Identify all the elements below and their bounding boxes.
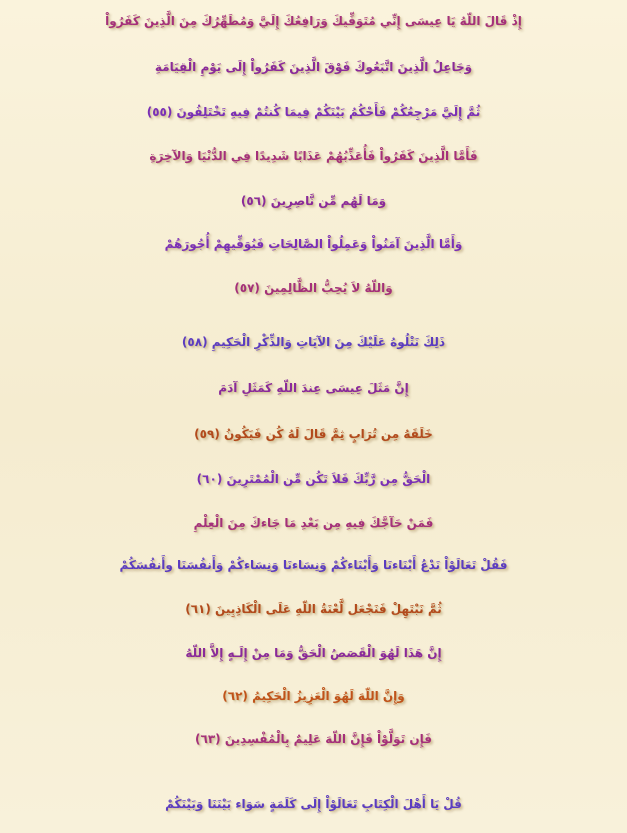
verse-line: قُلْ يَا أَهْلَ الْكِتَابِ تَعَالَوْاْ إِلَى كَلَمَةٍ سَوَاء بَيْنَنَا وَبَيْنَكُمْ <box>165 797 462 811</box>
verse-line: إِنَّ هَذَا لَهُوَ الْقَصَصُ الْحَقُّ وَمَا مِنْ إِلَـهٍ إِلاَّ اللّهُ <box>185 646 442 660</box>
verse-line: فَإِن تَوَلَّوْاْ فَإِنَّ اللّهَ عَلِيمٌ بِالْمُفْسِدِينَ (٦٣) <box>195 732 432 746</box>
verse-line: إِنَّ مَثَلَ عِيسَى عِندَ اللّهِ كَمَثَلِ آدَمَ <box>218 381 409 395</box>
verse-line: وَجَاعِلُ الَّذِينَ اتَّبَعُوكَ فَوْقَ الَّذِينَ كَفَرُواْ إِلَى يَوْمِ الْقِيَامَةِ <box>154 60 473 74</box>
verse-line: إِذْ قَالَ اللّهُ يَا عِيسَى إِنِّي مُتَوَفِّيكَ وَرَافِعُكَ إِلَيَّ وَمُطَهِّرُكَ مِنَ الَّذِينَ كَفَرُواْ <box>105 14 522 28</box>
verse-line: وَمَا لَهُم مِّن نَّاصِرِينَ (٥٦) <box>240 194 387 208</box>
verse-line: ثُمَّ نَبْتَهِلْ فَنَجْعَل لَّعْنَةُ اللّهِ عَلَى الْكَاذِبِينَ (٦١) <box>185 602 442 616</box>
verse-line: وَإِنَّ اللّهَ لَهُوَ الْعَزِيزُ الْحَكِيمُ (٦٢) <box>222 689 405 703</box>
verse-line: فَقُلْ تَعَالَوْاْ نَدْعُ أَبْنَاءنَا وَأَبْنَاءكُمْ وَنِسَاءنَا وَنِسَاءكُمْ وَأَنفُسَنَا وأَنفُسَكُمْ <box>119 558 508 572</box>
verse-line: خَلَقَهُ مِن تُرَابٍ ثِمَّ قَالَ لَهُ كُن فَيَكُونُ (٥٩) <box>194 427 433 441</box>
verse-line: فَمَنْ حَآجَّكَ فِيهِ مِن بَعْدِ مَا جَاءكَ مِنَ الْعِلْمِ <box>193 516 434 530</box>
verse-line: وَأَمَّا الَّذِينَ آمَنُواْ وَعَمِلُواْ الصَّالِحَاتِ فَيُوَفِّيهِمْ أُجُورَهُمْ <box>164 237 463 251</box>
verse-line: فَأَمَّا الَّذِينَ كَفَرُواْ فَأُعَذِّبُهُمْ عَذَابًا شَدِيدًا فِي الدُّنْيَا وَالآخِرَةِ <box>149 149 478 163</box>
verse-line: الْحَقُّ مِن رَّبِّكَ فَلاَ تَكُن مِّن الْمُمْتَرِينَ (٦٠) <box>196 472 431 486</box>
verse-line: ثُمَّ إِلَيَّ مَرْجِعُكُمْ فَأَحْكُمُ بَيْنَكُمْ فِيمَا كُنتُمْ فِيهِ تَخْتَلِفُونَ (٥٥) <box>146 105 481 119</box>
verse-line: وَاللّهُ لاَ يُحِبُّ الظَّالِمِينَ (٥٧) <box>234 281 393 295</box>
verse-line: ذَلِكَ نَتْلُوهُ عَلَيْكَ مِنَ الآيَاتِ وَالذِّكْرِ الْحَكِيمِ (٥٨) <box>181 335 446 349</box>
